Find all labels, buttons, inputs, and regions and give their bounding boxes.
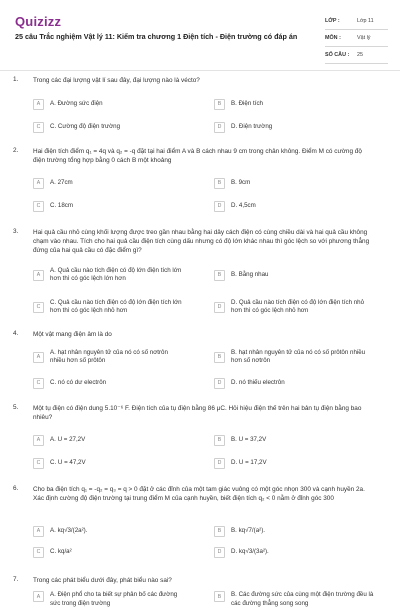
option-a[interactable] — [33, 96, 183, 112]
option-c[interactable] — [33, 375, 183, 391]
option-a[interactable] — [33, 265, 183, 285]
option-letter-box: C — [33, 378, 44, 389]
worksheet-title: 25 câu Trắc nghiệm Vật lý 11: Kiểm tra chương 1 Điện tích - Điện trường có đáp án — [15, 32, 298, 41]
option-text: C. 18cm — [50, 201, 74, 209]
option-letter-box: A — [33, 435, 44, 446]
option-letter-box: D — [214, 122, 225, 133]
option-d[interactable] — [214, 455, 374, 471]
question-number: 7. — [13, 576, 19, 583]
option-c[interactable] — [33, 198, 183, 214]
option-letter-box: A — [33, 270, 44, 281]
option-letter-box: B — [214, 270, 225, 281]
question-4 — [0, 330, 400, 400]
option-letter-box: A — [33, 591, 44, 602]
option-a[interactable] — [33, 347, 183, 367]
option-d[interactable] — [214, 297, 374, 317]
option-b[interactable] — [214, 96, 374, 112]
worksheet-meta — [325, 13, 388, 64]
option-c[interactable] — [33, 455, 183, 471]
option-b[interactable] — [214, 591, 374, 607]
option-text: B. 9cm — [231, 178, 251, 186]
option-text: B. Các đường sức của cùng một điện trường đều là các đường thẳng song song — [231, 591, 374, 607]
option-letter-box: B — [214, 591, 225, 602]
question-number: 3. — [13, 228, 19, 235]
option-text: D. 4,5cm — [231, 201, 256, 209]
option-d[interactable] — [214, 119, 374, 135]
option-letter-box: A — [33, 178, 44, 189]
option-text: B. Bằng nhau — [231, 270, 269, 278]
option-d[interactable] — [214, 375, 374, 391]
worksheet-header — [0, 0, 400, 64]
question-text: Trong các đại lượng vật lí sau đây, đại lượng nào là vécto? — [33, 77, 200, 84]
question-number: 6. — [13, 485, 19, 492]
option-text: D. Quả cầu nào tích điện có độ lớn điện tích nhỏ hơn thì có góc lệch nhỏ hơn — [231, 298, 365, 314]
option-text: A. Quả cầu nào tích điện có độ lớn điện tích lớn hơn thì có góc lệch lớn hơn — [50, 266, 182, 282]
option-a[interactable] — [33, 432, 183, 448]
meta-row-class — [325, 13, 388, 30]
option-text: C. nó có dư electrôn — [50, 378, 107, 386]
option-a[interactable] — [33, 591, 183, 607]
option-text: A. Điện phổ cho ta biết sự phân bố các đường sức trong điện trường — [50, 591, 178, 607]
option-b[interactable] — [214, 432, 374, 448]
meta-value: 25 — [357, 52, 363, 58]
option-c[interactable] — [33, 297, 183, 317]
meta-label: LỚP : — [325, 18, 340, 24]
question-text: Một tụ điện có điện dung 5.10⁻⁶ F. Điện tích của tụ điện bằng 86 μC. Hỏi hiệu điện thế trên hai bản tụ điện bằng bao nhiêu? — [33, 405, 362, 421]
option-letter-box: C — [33, 302, 44, 313]
option-letter-box: B — [214, 526, 225, 537]
question-text: Hai quả cầu nhỏ cùng khối lượng được treo gần nhau bằng hai dây cách điện có cùng chiều dài và hai quả cầu không chạm vào nhau. Tích cho hai quả cầu điện tích cùng dấu nhưng có độ lớn khác nhau thì góc lệch so với phương thẳng đứng của hai quả cầu có đặc điểm gì? — [33, 229, 370, 254]
question-5 — [0, 404, 400, 484]
option-letter-box: C — [33, 547, 44, 558]
question-number: 4. — [13, 330, 19, 337]
question-text: Hai điện tích điểm q₁ = 4q và q₂ = -q đặt tại hai điểm A và B cách nhau 9 cm trong chân không. Điểm M có cường độ điện trường tổng hợp bằng 0 cách B một khoảng — [33, 148, 362, 164]
option-text: B. hạt nhân nguyên tử của nó có số prôtôn nhiều hơn số nơtrôn — [231, 348, 366, 364]
option-letter-box: B — [214, 178, 225, 189]
option-c[interactable] — [33, 544, 183, 560]
question-3 — [0, 228, 400, 328]
option-letter-box: D — [214, 458, 225, 469]
option-d[interactable] — [214, 544, 374, 560]
question-number: 2. — [13, 147, 19, 154]
option-c[interactable] — [33, 119, 183, 135]
option-letter-box: C — [33, 201, 44, 212]
option-a[interactable] — [33, 175, 183, 191]
option-letter-box: B — [214, 99, 225, 110]
option-text: B. kq√7/(a²). — [231, 526, 265, 534]
option-text: B. U = 37,2V — [231, 435, 267, 443]
option-b[interactable] — [214, 175, 374, 191]
meta-label: MÔN : — [325, 35, 341, 41]
option-letter-box: A — [33, 352, 44, 363]
meta-row-count — [325, 47, 388, 64]
option-text: D. kq√3/(3a²). — [231, 547, 269, 555]
question-text: Một vật mang điện âm là do — [33, 331, 112, 338]
question-2 — [0, 147, 400, 227]
option-letter-box: D — [214, 302, 225, 313]
option-text: D. U = 17,2V — [231, 458, 267, 466]
option-letter-box: A — [33, 99, 44, 110]
option-text: C. U = 47,2V — [50, 458, 86, 466]
option-letter-box: D — [214, 201, 225, 212]
question-text: Trong các phát biểu dưới đây, phát biểu nào sai? — [33, 577, 172, 584]
option-text: A. 27cm — [50, 178, 73, 186]
option-a[interactable] — [33, 523, 183, 539]
option-letter-box: D — [214, 378, 225, 389]
meta-value: Vật lý — [357, 35, 371, 41]
option-d[interactable] — [214, 198, 374, 214]
option-text: C. Quả cầu nào tích điện có độ lớn điện tích lớn hơn thì có góc lệch nhỏ hơn — [50, 298, 182, 314]
option-text: D. Điện trường — [231, 122, 273, 130]
option-b[interactable] — [214, 347, 374, 367]
option-letter-box: C — [33, 458, 44, 469]
question-text: Cho ba điện tích q₁ = -q₂ = q₃ = q > 0 đặt ở các đỉnh của một tam giác vuông có một góc nhọn 300 và cạnh huyền 2a. Xác định cường độ điện trường tại trung điểm M của cạnh huyền, biết điện tích q₂ < 0 nằm ở đỉnh góc 300 — [33, 486, 365, 502]
option-letter-box: B — [214, 435, 225, 446]
option-text: A. Đường sức điện — [50, 99, 103, 107]
option-text: C. Cường độ điện trường — [50, 122, 121, 130]
meta-row-subject — [325, 30, 388, 47]
option-letter-box: C — [33, 122, 44, 133]
option-text: A. hạt nhân nguyên tử của nó có số nơtrôn nhiều hơn số prôtôn — [50, 348, 168, 364]
option-b[interactable] — [214, 523, 374, 539]
option-letter-box: D — [214, 547, 225, 558]
question-6 — [0, 485, 400, 570]
option-text: C. kq/a² — [50, 547, 72, 555]
question-1 — [0, 76, 400, 146]
option-text: A. kq√3/(2a²). — [50, 526, 88, 534]
option-b[interactable] — [214, 267, 374, 283]
option-text: B. Điện tích — [231, 99, 263, 107]
meta-value: Lớp 11 — [357, 18, 374, 24]
question-number: 5. — [13, 404, 19, 411]
option-letter-box: B — [214, 352, 225, 363]
question-7 — [0, 576, 400, 607]
question-number: 1. — [13, 76, 19, 83]
option-letter-box: A — [33, 526, 44, 537]
quizizz-logo[interactable]: Quizizz — [15, 14, 62, 29]
option-text: A. U = 27,2V — [50, 435, 86, 443]
option-text: D. nó thiếu electrôn — [231, 378, 285, 386]
header-divider — [0, 70, 400, 71]
meta-label: SỐ CÂU : — [325, 52, 350, 58]
